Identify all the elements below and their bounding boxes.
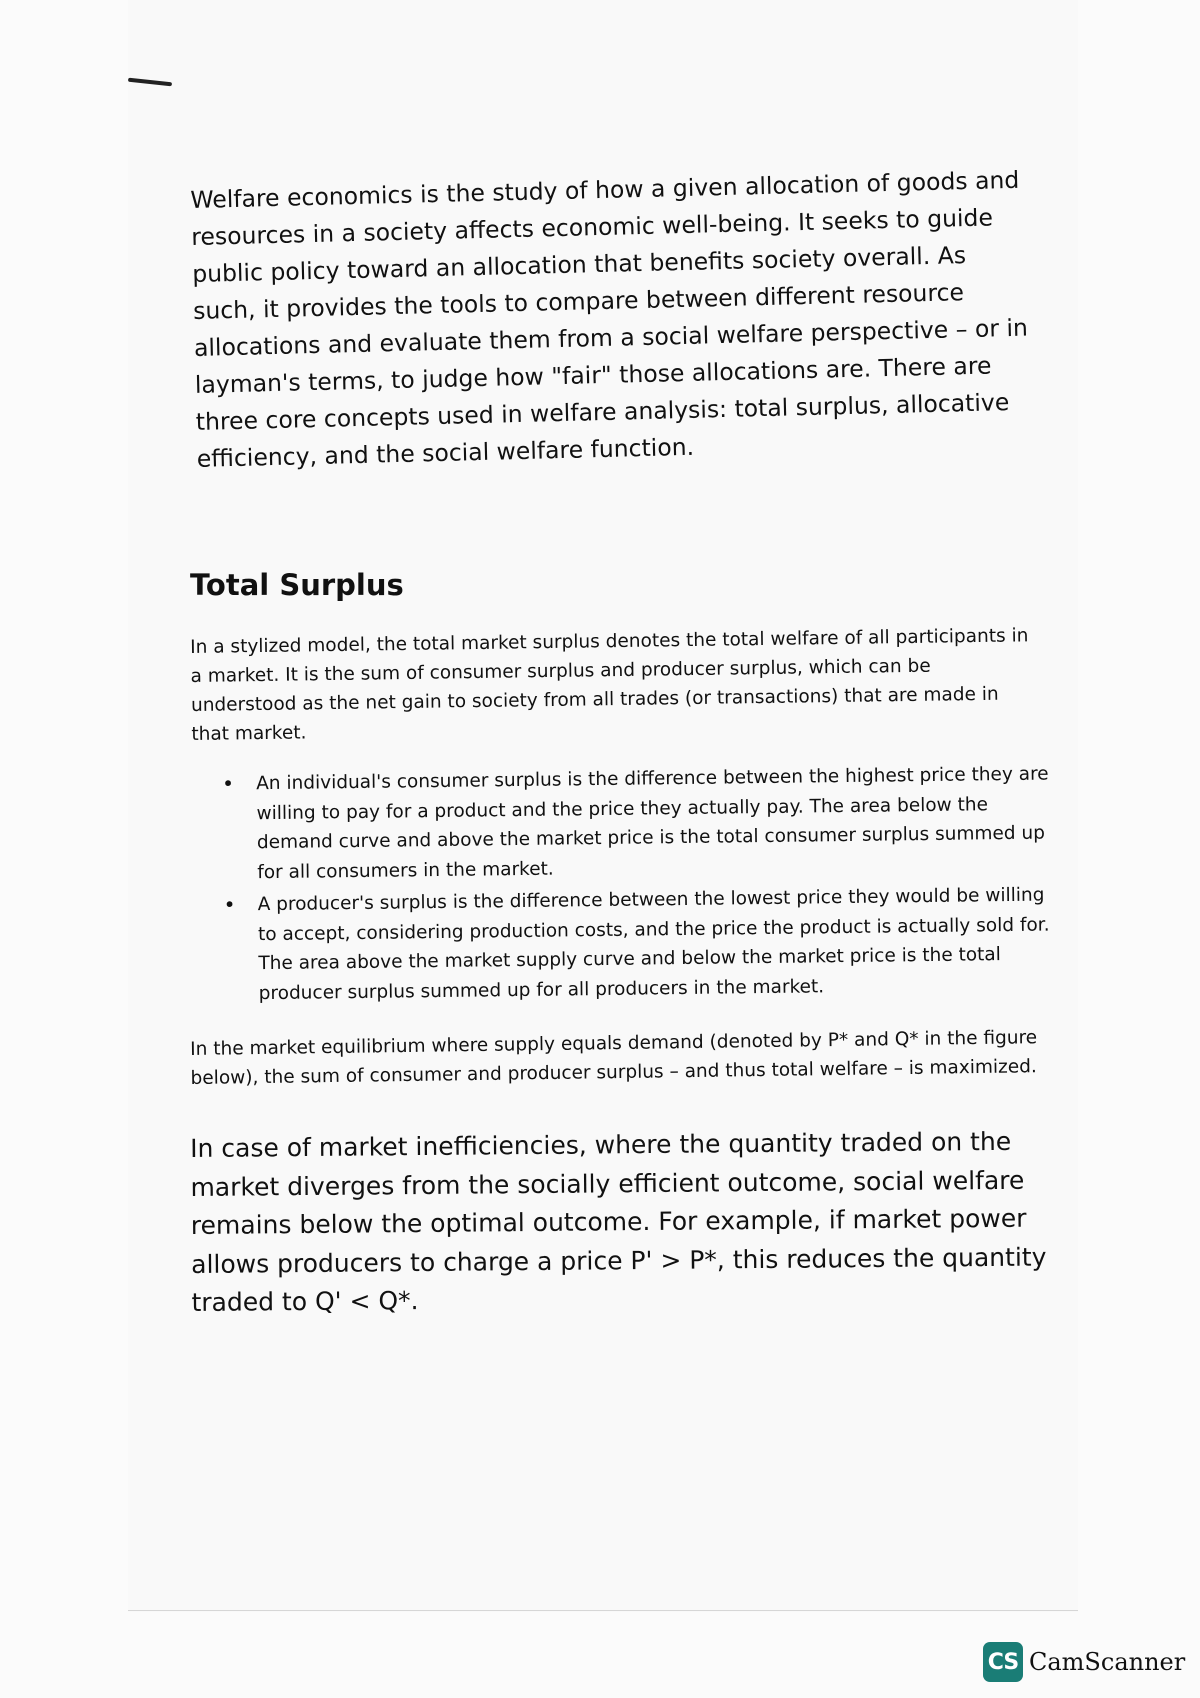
section-title: Total Surplus: [190, 568, 404, 602]
inefficiency-paragraph: In case of market inefficiencies, where the quantity traded on the market diverges from the socially efficient outcome, social welfare remains below the optimal outcome. For example, if market power allows producers to charge a price P' > P*, this reduces the quantity traded to Q' < Q*.: [190, 1126, 1047, 1317]
intro-paragraph: Welfare economics is the study of how a given allocation of goods and resources in a society affects economic well-being. It seeks to guide public policy toward an allocation that benefits society overall. As such, it provides the tools to compare between different resource allocations and evaluate them from a social welfare perspective – or in layman's terms, to judge how "fair" those allocations are. There are three core concepts used in welfare analysis: total surplus, allocative efficiency, and the social welfare function.: [190, 165, 1029, 473]
surplus-bullet-list: [190, 759, 1053, 1011]
list-item: [191, 880, 1052, 1008]
equilibrium-paragraph: In the market equilibrium where supply equals demand (denoted by P* and Q* in the figure below), the sum of consumer and producer surplus – and thus total welfare – is maximized.: [190, 1027, 1038, 1089]
bullet-text: A producer's surplus is the difference between the lowest price they would be willing to accept, considering production costs, and the price the product is actually sold for. The area above the market supply curve and below the market price is the total producer surplus summed up for all producers in the market.: [257, 884, 1050, 1004]
list-item: [190, 759, 1051, 887]
cs-badge-icon: CS: [983, 1642, 1023, 1682]
bullet-icon: •: [223, 892, 236, 917]
page-bottom-edge: [128, 1610, 1078, 1611]
total-surplus-paragraph: In a stylized model, the total market surplus denotes the total welfare of all participants in a market. It is the sum of consumer surplus and producer surplus, which can be understood as the net gain to society from all trades (or transactions) that are made in that market.: [190, 625, 1029, 745]
camscanner-logo: [983, 1642, 1185, 1682]
bullet-icon: •: [222, 771, 235, 796]
bullet-text: An individual's consumer surplus is the difference between the highest price they are willing to pay for a product and the price they actually pay. The area below the demand curve and above the market price is the total consumer surplus summed up for all consumers in the market.: [256, 763, 1049, 883]
camscanner-name: CamScanner: [1029, 1648, 1186, 1676]
